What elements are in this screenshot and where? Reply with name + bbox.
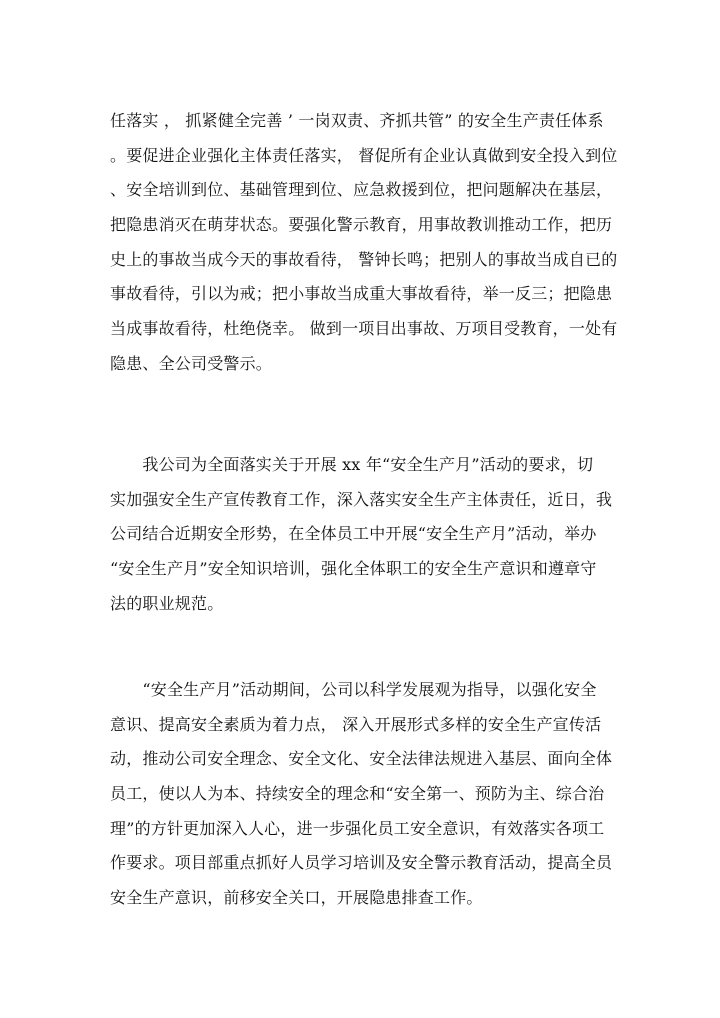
paragraph-safety-responsibility <box>110 104 618 382</box>
text-line: 我公司为全面落实关于开展 xx 年“安全生产月”活动的要求，切 <box>110 455 594 474</box>
text-line: 作要求。项目部重点抓好人员学习培训及安全警示教育活动，提高全员 <box>110 853 613 873</box>
text-line: 事故看待，引以为戒；把小事故当成重大事故看待，举一反三；把隐患 <box>110 284 613 304</box>
text-line: 实加强安全生产宣传教育工作，深入落实安全生产主体责任，近日，我 <box>110 489 613 509</box>
text-line: 理”的方针更加深入人心，进一步强化员工安全意识，有效落实各项工 <box>110 818 605 838</box>
text-line: 法的职业规范。 <box>110 593 224 613</box>
text-line: 安全生产意识，前移安全关口，开展隐患排查工作。 <box>110 888 483 908</box>
text-line: 任落实 ， 抓紧健全完善 ’ 一岗双责、齐抓共管” 的安全生产责任体系 <box>110 111 604 130</box>
text-line: 、安全培训到位、基础管理到位、应急救援到位，把问题解决在基层， <box>110 180 613 200</box>
text-line: 意识、提高安全素质为着力点， 深入开展形式多样的安全生产宣传活 <box>110 714 602 734</box>
text-line: 把隐患消灭在萌芽状态。要强化警示教育，用事故教训推动工作，把历 <box>110 215 613 235</box>
text-line: 隐患、全公司受警示。 <box>110 353 273 373</box>
text-line: 动，推动公司安全理念、安全文化、安全法律法规进入基层、面向全体 <box>110 749 613 769</box>
text-line: 员工，使以人为本、持续安全的理念和“安全第一、预防为主、综合治 <box>110 784 605 804</box>
text-line: “安全生产月”安全知识培训，强化全体职工的安全生产意识和遵章守 <box>110 559 597 579</box>
text-line: 当成事故看待，杜绝侥幸。 做到一项目出事故、万项目受教育，一处有 <box>110 319 618 339</box>
text-line: “安全生产月”活动期间，公司以科学发展观为指导，以强化安全 <box>110 680 597 699</box>
paragraph-safety-month-activities <box>110 673 613 916</box>
paragraph-safety-month-intro <box>110 448 613 621</box>
text-line: 公司结合近期安全形势，在全体员工中开展“安全生产月”活动，举办 <box>110 524 597 544</box>
text-line: 。要促进企业强化主体责任落实， 督促所有企业认真做到安全投入到位 <box>110 145 618 165</box>
text-line: 史上的事故当成今天的事故看待， 警钟长鸣；把别人的事故当成自已的 <box>110 249 618 269</box>
